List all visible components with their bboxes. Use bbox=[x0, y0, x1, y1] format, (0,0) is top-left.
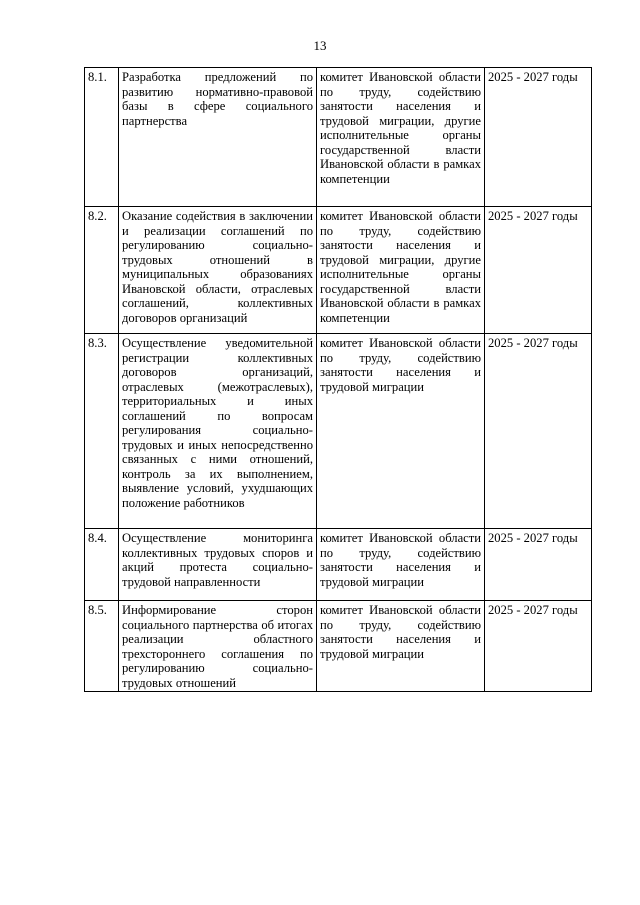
item-number: 8.2. bbox=[85, 207, 119, 334]
table-row bbox=[85, 207, 592, 334]
table-row bbox=[85, 601, 592, 692]
item-term: 2025 - 2027 годы bbox=[485, 529, 592, 601]
item-description: Оказание содействия в заключении и реализации соглашений по регулированию социально-трудовых отношений в муниципальных образованиях Ивановской области, отраслевых соглашений, коллективных договоров организаций bbox=[119, 207, 317, 334]
item-number: 8.5. bbox=[85, 601, 119, 692]
table-row bbox=[85, 529, 592, 601]
table-row bbox=[85, 68, 592, 207]
item-executor: комитет Ивановской области по труду, содействию занятости населения и трудовой миграции, другие исполнительные органы государственной власти Ивановской области в рамках компетенции bbox=[317, 68, 485, 207]
item-executor: комитет Ивановской области по труду, содействию занятости населения и трудовой миграции, другие исполнительные органы государственной власти Ивановской области в рамках компетенции bbox=[317, 207, 485, 334]
item-number: 8.1. bbox=[85, 68, 119, 207]
item-executor: комитет Ивановской области по труду, содействию занятости населения и трудовой миграции bbox=[317, 601, 485, 692]
item-description: Осуществление мониторинга коллективных трудовых споров и акций протеста социально-трудовой направленности bbox=[119, 529, 317, 601]
item-term: 2025 - 2027 годы bbox=[485, 207, 592, 334]
item-description: Информирование сторон социального партнерства об итогах реализации областного трехстороннего соглашения по регулированию социально-трудовых отношений bbox=[119, 601, 317, 692]
item-number: 8.4. bbox=[85, 529, 119, 601]
measures-table bbox=[84, 67, 592, 692]
item-term: 2025 - 2027 годы bbox=[485, 601, 592, 692]
item-description: Разработка предложений по развитию нормативно-правовой базы в сфере социального партнерства bbox=[119, 68, 317, 207]
table-row bbox=[85, 334, 592, 529]
item-term: 2025 - 2027 годы bbox=[485, 334, 592, 529]
item-description: Осуществление уведомительной регистрации коллективных договоров организаций, отраслевых (межотраслевых), территориальных и иных соглашений по вопросам регулирования социально-трудовых и иных непосредственно связанных с ними отношений, контроль за их выполнением, выявление условий, ухудшающих положение работников bbox=[119, 334, 317, 529]
item-executor: комитет Ивановской области по труду, содействию занятости населения и трудовой миграции bbox=[317, 529, 485, 601]
item-term: 2025 - 2027 годы bbox=[485, 68, 592, 207]
item-number: 8.3. bbox=[85, 334, 119, 529]
page-number: 13 bbox=[313, 38, 327, 53]
item-executor: комитет Ивановской области по труду, содействию занятости населения и трудовой миграции bbox=[317, 334, 485, 529]
